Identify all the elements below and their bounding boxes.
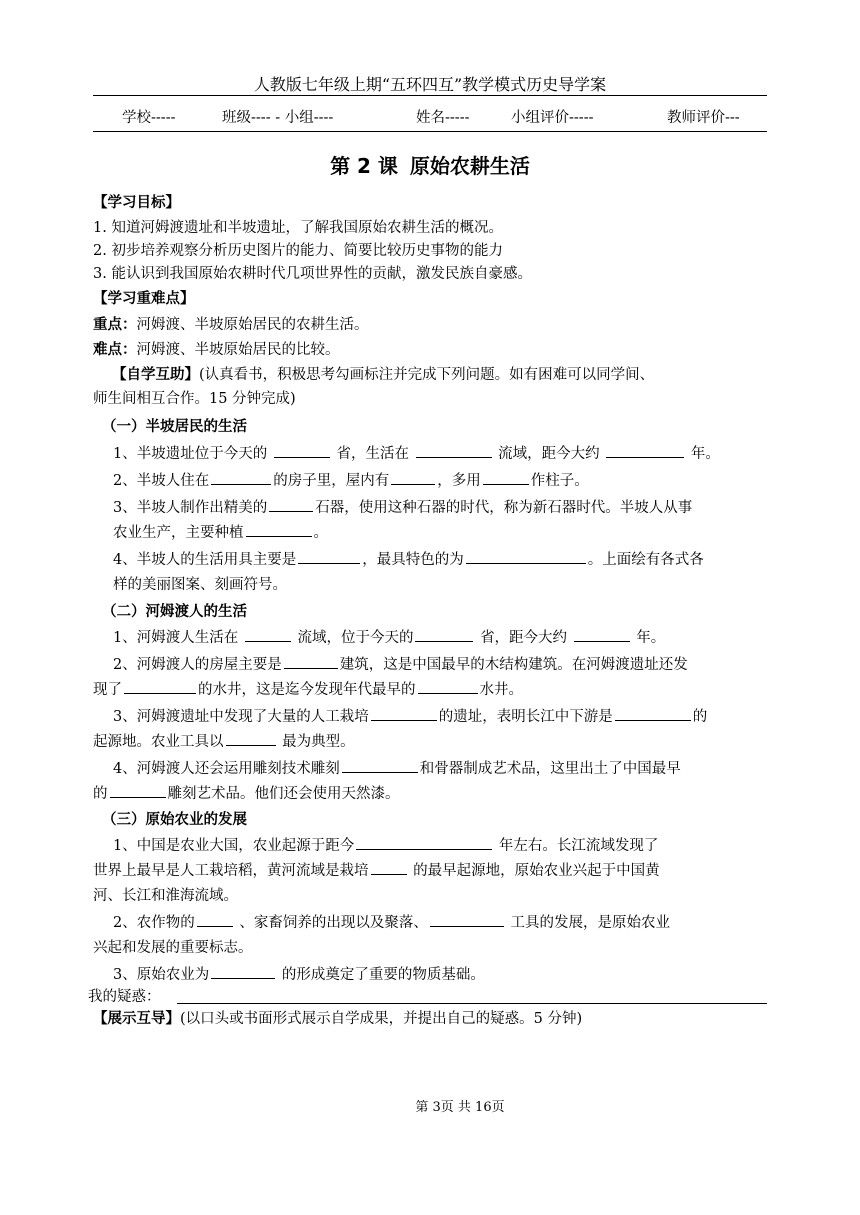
question-line: 3、河姆渡遗址中发现了大量的人工栽培 的遗址，表明长江中下游是 的 <box>113 705 707 726</box>
answer-blank[interactable] <box>211 964 275 979</box>
answer-blank[interactable] <box>356 835 492 850</box>
lesson-number: 第 2 课 <box>330 154 398 178</box>
lesson-name: 原始农耕生活 <box>409 154 530 178</box>
key-point-text: 河姆渡、半坡原始居民的农耕生活。 <box>136 317 369 333</box>
question-line: 1、河姆渡人生活在 流域，位于今天的 省，距今大约 年。 <box>113 626 665 647</box>
answer-blank[interactable] <box>124 679 196 694</box>
display-heading: 【展示互导】 <box>93 1011 180 1027</box>
question-line: 2、农作物的 、家畜饲养的出现以及聚落、 工具的发展，是原始农业 <box>113 911 670 932</box>
question-line: 现了 的水井，这是迄今发现年代最早的 水井。 <box>93 678 523 699</box>
my-doubts-label: 我的疑惑： <box>88 989 161 1005</box>
objective-item: 1. 知道河姆渡遗址和半坡遗址，了解我国原始农耕生活的概况。 <box>93 220 503 236</box>
question-line: 3、半坡人制作出精美的 石器，使用这种石器的时代，称为新石器时代。半坡人从事 <box>113 496 692 517</box>
difficulty-text: 河姆渡、半坡原始居民的比较。 <box>136 342 340 358</box>
question-line: 农业生产，主要种植 。 <box>113 521 328 542</box>
answer-blank[interactable] <box>606 443 684 458</box>
question-line: 2、半坡人住在 的房子里，屋内有 ，多用 作柱子。 <box>113 469 589 490</box>
info-divider <box>93 131 767 132</box>
answer-blank[interactable] <box>284 654 338 669</box>
difficulty-line <box>93 338 340 359</box>
question-line: 1、半坡遗址位于今天的 省，生活在 流域，距今大约 年。 <box>113 442 720 463</box>
answer-blank[interactable] <box>430 912 504 927</box>
question-line: 4、半坡人的生活用具主要是 ，最具特色的为 。上面绘有各式各 <box>113 548 704 569</box>
answer-blank[interactable] <box>298 549 360 564</box>
section-heading-agriculture: （三）原始农业的发展 <box>102 812 247 828</box>
answer-blank[interactable] <box>269 497 313 512</box>
question-line: 样的美丽图案、刻画符号。 <box>113 577 287 593</box>
self-study-intro <box>112 363 654 384</box>
key-point-label: 重点： <box>93 317 137 333</box>
answer-blank[interactable] <box>197 912 233 927</box>
key-points-heading: 【学习重难点】 <box>93 291 195 307</box>
answer-blank[interactable] <box>483 470 529 485</box>
page-number: 第 3页 共 16页 <box>415 1100 505 1115</box>
answer-blank[interactable] <box>391 470 435 485</box>
class-group-field: 班级---- - 小组---- <box>222 110 334 126</box>
self-study-heading: 【自学互助】 <box>112 367 199 383</box>
question-line: 的 雕刻艺术品。他们还会使用天然漆。 <box>93 782 400 803</box>
question-line: 1、中国是农业大国，农业起源于距今 年左右。长江流域发现了 <box>113 834 658 855</box>
question-line: 起源地。农业工具以 最为典型。 <box>93 730 355 751</box>
self-study-intro-cont: 师生间相互合作。15 分钟完成) <box>93 391 296 407</box>
answer-blank[interactable] <box>466 549 586 564</box>
answer-blank[interactable] <box>574 627 630 642</box>
question-line: 4、河姆渡人还会运用雕刻技术雕刻 和骨器制成艺术品，这里出土了中国最早 <box>113 757 681 778</box>
name-field: 姓名----- <box>416 110 470 126</box>
teacher-evaluation-field: 教师评价--- <box>667 110 740 126</box>
section-heading-hemudu: （二）河姆渡人的生活 <box>102 604 247 620</box>
self-study-intro-text: (认真看书，积极思考勾画标注并完成下列问题。如有困难可以同学间、 <box>199 367 655 383</box>
group-evaluation-field: 小组评价----- <box>511 110 594 126</box>
answer-blank[interactable] <box>226 731 276 746</box>
difficulty-label: 难点： <box>93 342 137 358</box>
my-doubts-answer-line[interactable] <box>177 1003 767 1004</box>
objective-item: 2. 初步培养观察分析历史图片的能力、简要比较历史事物的能力 <box>93 243 503 259</box>
display-section <box>93 1007 582 1028</box>
question-line: 兴起和发展的重要标志。 <box>93 940 253 956</box>
answer-blank[interactable] <box>245 627 291 642</box>
question-line: 河、长江和淮海流域。 <box>93 888 238 904</box>
answer-blank[interactable] <box>371 860 407 875</box>
answer-blank[interactable] <box>274 443 330 458</box>
school-field: 学校----- <box>122 110 176 126</box>
answer-blank[interactable] <box>342 758 418 773</box>
section-heading-banpo: （一）半坡居民的生活 <box>102 419 247 435</box>
question-line: 世界上最早是人工栽培稻，黄河流域是栽培 的最早起源地，原始农业兴起于中国黄 <box>93 859 660 880</box>
answer-blank[interactable] <box>371 706 437 721</box>
question-line: 2、河姆渡人的房屋主要是 建筑，这是中国最早的木结构建筑。在河姆渡遗址还发 <box>113 653 688 674</box>
objective-item: 3. 能认识到我国原始农耕时代几项世界性的贡献，激发民族自豪感。 <box>93 266 532 282</box>
answer-blank[interactable] <box>211 470 271 485</box>
objectives-heading: 【学习目标】 <box>93 195 180 211</box>
answer-blank[interactable] <box>246 522 312 537</box>
answer-blank[interactable] <box>415 627 473 642</box>
answer-blank[interactable] <box>615 706 691 721</box>
lesson-title <box>0 150 860 179</box>
answer-blank[interactable] <box>110 783 166 798</box>
key-point-line <box>93 313 369 334</box>
answer-blank[interactable] <box>416 443 492 458</box>
header-divider <box>93 95 767 96</box>
display-text: (以口头或书面形式展示自学成果，并提出自己的疑惑。5 分钟) <box>180 1011 583 1027</box>
answer-blank[interactable] <box>418 679 478 694</box>
document-header-title: 人教版七年级上期“五环四互”教学模式历史导学案 <box>253 75 607 94</box>
question-line: 3、原始农业为 的形成奠定了重要的物质基础。 <box>113 963 485 984</box>
